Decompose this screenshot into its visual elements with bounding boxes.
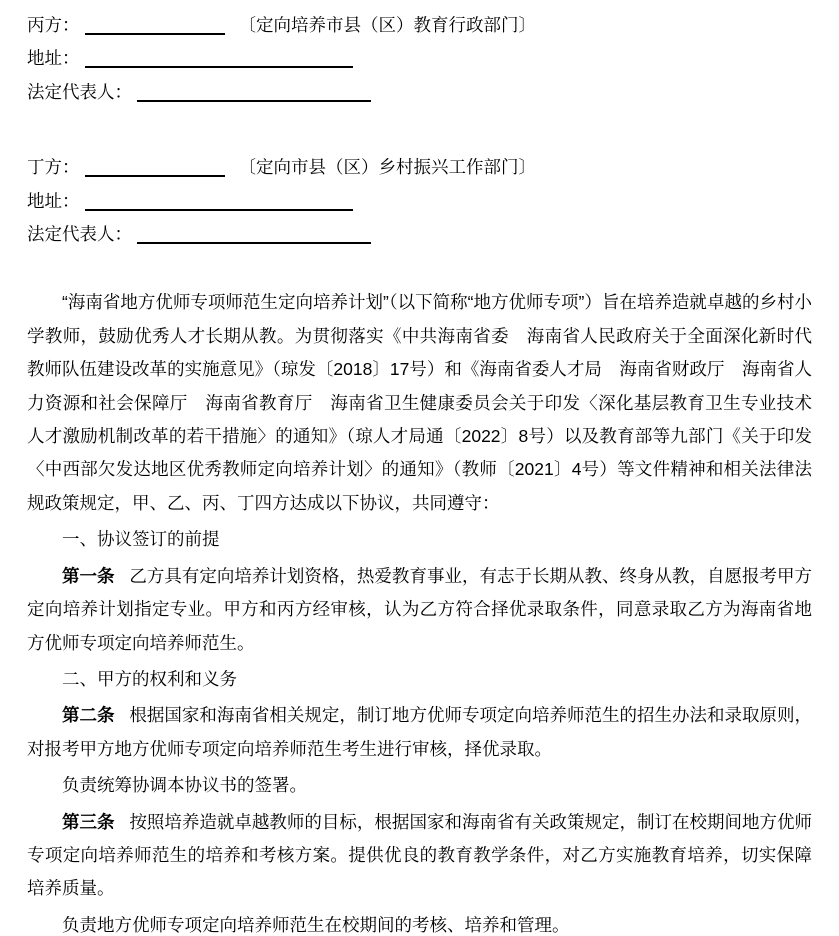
party-note: 〔定向市县（区）乡村振兴工作部门〕 [238,157,536,178]
clause-3-paragraph [27,806,812,906]
clause-2-text: 根据国家和海南省相关规定，制订地方优师专项定向培养师范生的招生办法和录取原则，对报考甲方地方优师专项定向培养师范生考生进行审核，择优录取。 [27,705,813,759]
clause-3-duty-paragraph: 负责地方优师专项定向培养师范生在校期间的考核、培养和管理。 [62,914,570,935]
address-blank-field [85,209,353,211]
clause-2-paragraph [27,699,812,766]
party-legal-rep-line [27,218,812,251]
legal-rep-blank-field [137,242,371,244]
section-heading-2: 二、甲方的权利和义务 [62,668,237,689]
party-name-line [27,151,812,184]
party-name-blank-field [85,33,225,35]
clause-1-number: 第一条 [62,565,115,586]
party-legal-rep-line [27,76,812,109]
address-label: 地址： [27,48,80,69]
clause-3-text: 按照培养造就卓越教师的目标，根据国家和海南省有关政策规定，制订在校期间地方优师专项定向培养师范生的培养和考核方案。提供优良的教育教学条件，对乙方实施教育培养，切实保障培养质量。 [27,811,813,899]
clause-1-text: 乙方具有定向培养计划资格，热爱教育事业，有志于长期从教、终身从教，自愿报考甲方定向培养计划指定专业。甲方和丙方经审核，认为乙方符合择优录取条件，同意录取乙方为海南省地方优师专项定向培养师范生。 [27,565,813,653]
agreement-body [27,286,812,936]
clause-2-number: 第二条 [62,705,115,726]
address-blank-field [85,66,353,68]
preamble-paragraph: “海南省地方优师专项师范生定向培养计划”（以下简称“地方优师专项”）旨在培养造就卓越的乡村小学教师，鼓励优秀人才长期从教。为贯彻落实《中共海南省委 海南省人民政府关于全面深化新时代教师队伍建设改革的实施意见》（琼发〔2018〕17号）和《海南省委人才局 海南省财政厅 海南省人力资源和社会保障厅 海南省教育厅 海南省卫生健康委员会关于印发〈深化基层教育卫生专业技术人才激励机制改革的若干措施〉的通知》（琼人才局通〔2022〕8号）以及教育部等九部门《关于印发〈中西部欠发达地区优秀教师定向培养计划〉的通知》（教师〔2021〕4号）等文件精神和相关法律法规政策规定，甲、乙、丙、丁四方达成以下协议，共同遵守： [27,292,812,513]
clause-2-duty-paragraph: 负责统筹协调本协议书的签署。 [62,775,307,796]
clause-3-number: 第三条 [62,811,115,832]
legal-rep-label: 法定代表人： [27,81,132,102]
party-label: 丁方： [27,157,80,178]
party-label: 丙方： [27,15,80,35]
party-note: 〔定向培养市县（区）教育行政部门〕 [238,15,536,35]
party-address-line [27,185,812,218]
party-block-dingfang [27,151,812,251]
party-name-blank-field [85,175,225,177]
clause-1-paragraph [27,560,812,660]
party-block-bingfang [27,9,812,109]
party-address-line [27,42,812,75]
party-name-line [27,9,812,42]
section-heading-1: 一、协议签订的前提 [62,529,220,550]
address-label: 地址： [27,190,80,211]
legal-rep-blank-field [137,100,371,102]
legal-rep-label: 法定代表人： [27,224,132,245]
